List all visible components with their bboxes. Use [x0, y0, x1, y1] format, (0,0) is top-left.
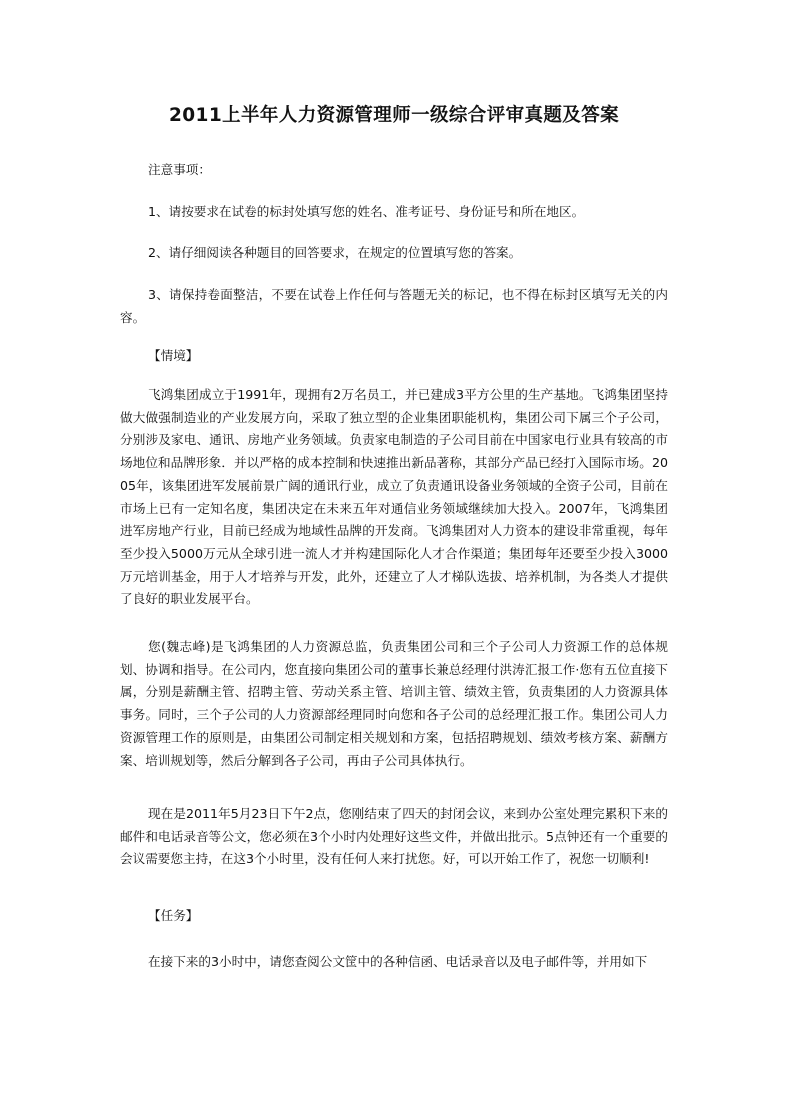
notice-item-2: 2、请仔细阅读各种题目的回答要求，在规定的位置填写您的答案。	[148, 245, 522, 260]
scenario-paragraph-1: 飞鸿集团成立于1991年，现拥有2万名员工，并已建成3平方公里的生产基地。飞鸿集团坚持做大做强制造业的产业发展方向，采取了独立型的企业集团职能机构，集团公司下属三个子公司，分别涉及家电、通讯、房地产业务领域。负责家电制造的子公司目前在中国家电行业具有较高的市场地位和品牌形象．并以严格的成本控制和快速推出新品著称，其部分产品已经打入国际市场。2005年，该集团进军发展前景广阔的通讯行业，成立了负责通讯设备业务领域的全资子公司，目前在市场上已有一定知名度，集团决定在未来五年对通信业务领域继续加大投入。2007年，飞鸿集团进军房地产行业，目前已经成为地域性品牌的开发商。飞鸿集团对人力资本的建设非常重视，每年至少投入5000万元从全球引进一流人才并构建国际化人才合作渠道；集团每年还要至少投入3000万元培训基金，用于人才培养与开发，此外，还建立了人才梯队选拔、培养机制，为各类人才提供了良好的职业发展平台。	[120, 387, 668, 607]
notice-item-3: 3、请保持卷面整洁，不要在试卷上作任何与答题无关的标记，也不得在标封区填写无关的内容。	[120, 287, 668, 325]
scenario-paragraph-2: 您(魏志峰)是飞鸿集团的人力资源总监，负责集团公司和三个子公司人力资源工作的总体规划、协调和指导。在公司内，您直接向集团公司的董事长兼总经理付洪涛汇报工作·您有五位直接下属，分别是薪酬主管、招聘主管、劳动关系主管、培训主管、绩效主管，负责集团的人力资源具体事务。同时，三个子公司的人力资源部经理同时向您和各子公司的总经理汇报工作。集团公司人力资源管理工作的原则是，由集团公司制定相关规划和方案，包括招聘规划、绩效考核方案、薪酬方案、培训规划等，然后分解到各子公司，再由子公司具体执行。	[120, 639, 668, 768]
scenario-heading: 【情境】	[148, 348, 199, 363]
notice-heading: 注意事项：	[148, 162, 211, 177]
task-heading: 【任务】	[148, 908, 199, 923]
scenario-paragraph-3: 现在是2011年5月23日下午2点，您刚结束了四天的封闭会议，来到办公室处理完累积下来的邮件和电话录音等公文，您必须在3个小时内处理好这些文件，并做出批示。5点钟还有一个重要的会议需要您主持，在这3个小时里，没有任何人来打扰您。好，可以开始工作了，祝您一切顺利!	[120, 806, 668, 867]
notice-item-1: 1、请按要求在试卷的标封处填写您的姓名、准考证号、身份证号和所在地区。	[148, 204, 585, 219]
document-title: 2011上半年人力资源管理师一级综合评审真题及答案	[169, 105, 619, 126]
task-paragraph-1: 在接下来的3小时中，请您查阅公文筐中的各种信函、电话录音以及电子邮件等，并用如下	[148, 954, 648, 969]
